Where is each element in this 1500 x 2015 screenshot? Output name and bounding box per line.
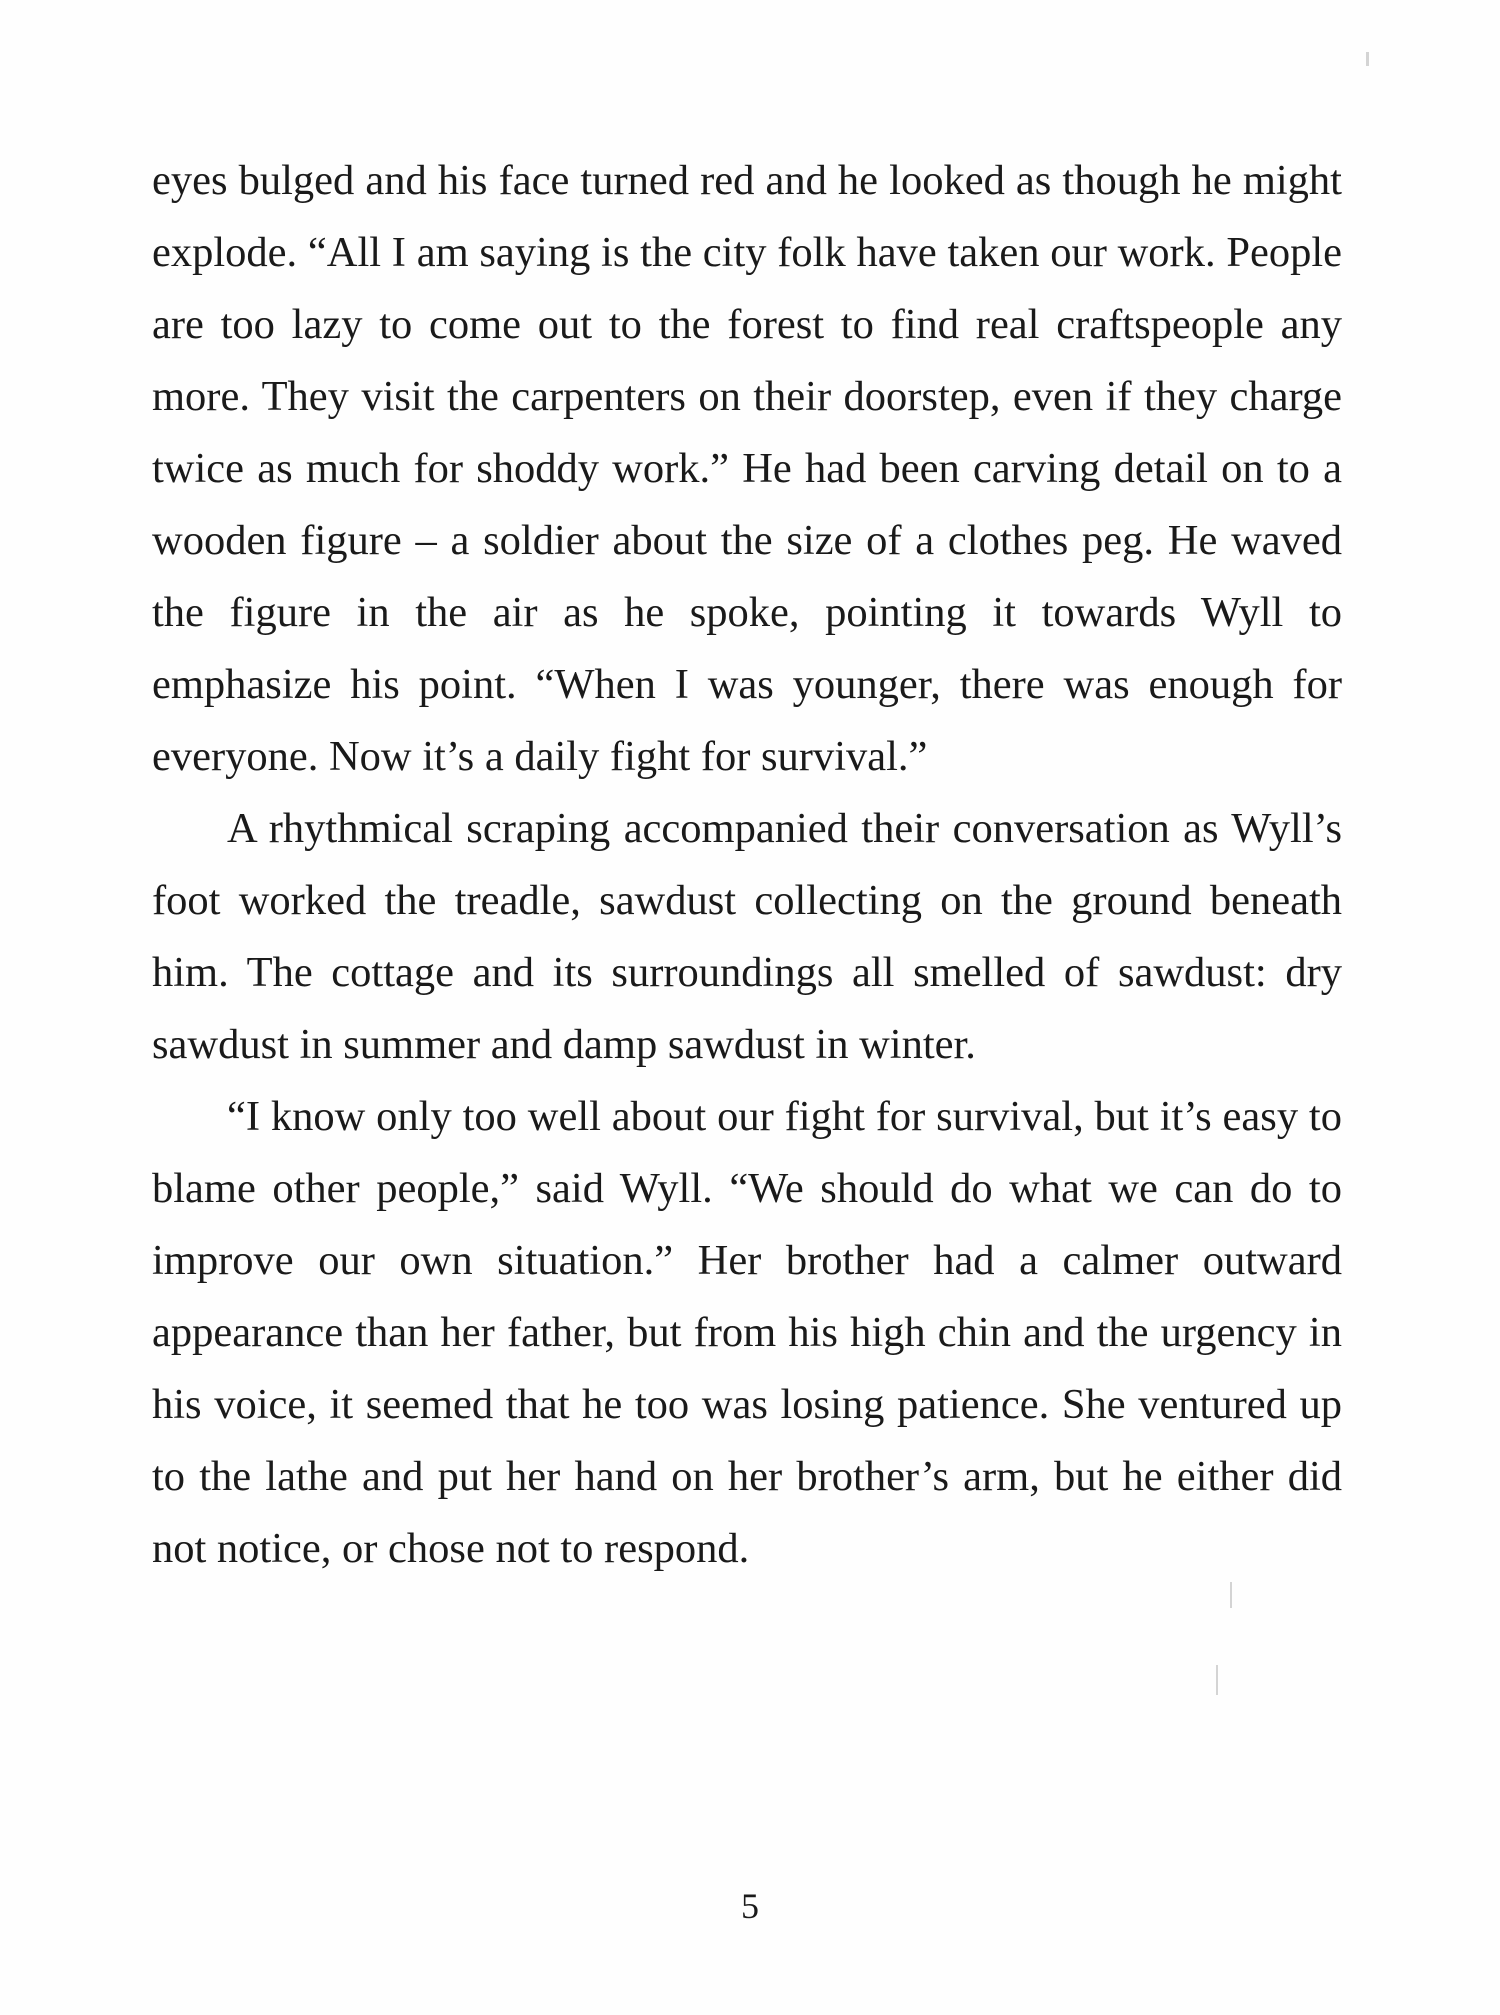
- paragraph-continued: eyes bulged and his face turned red and he looked as though he might explode. “All I am saying is the city folk have taken our work. People are too lazy to come out to the forest to find real craftspeople any more. They visit the carpenters on their doorstep, even if they charge twice as much for shoddy work.” He had been carving detail on to a wooden figure – a soldier about the size of a clothes peg. He waved the figure in the air as he spoke, pointing it towards Wyll to emphasize his point. “When I was younger, there was enough for everyone. Now it’s a daily fight for survival.”: [152, 157, 1342, 780]
- page-number: 5: [741, 1886, 759, 1926]
- paragraph: A rhythmical scraping accompanied their conversation as Wyll’s foot worked the treadle, sawdust collecting on the ground beneath him. The cottage and its surroundings all smelled of sawdust: dry sawdust in summer and damp sawdust in winter.: [152, 805, 1342, 1068]
- paragraph: “I know only too well about our fight for survival, but it’s easy to blame other people,” said Wyll. “We should do what we can do to improve our own situation.” Her brother had a calmer outward appearance than her father, but from his high chin and the urgency in his voice, it seemed that he too was losing patience. She ventured up to the lathe and put her hand on her brother’s arm, but he either did not notice, or chose not to respond.: [152, 1093, 1342, 1572]
- scan-speck: [1366, 52, 1369, 66]
- scan-speck: [1216, 1665, 1218, 1695]
- scan-speck: [1230, 1582, 1232, 1608]
- body-text: [152, 145, 1342, 1585]
